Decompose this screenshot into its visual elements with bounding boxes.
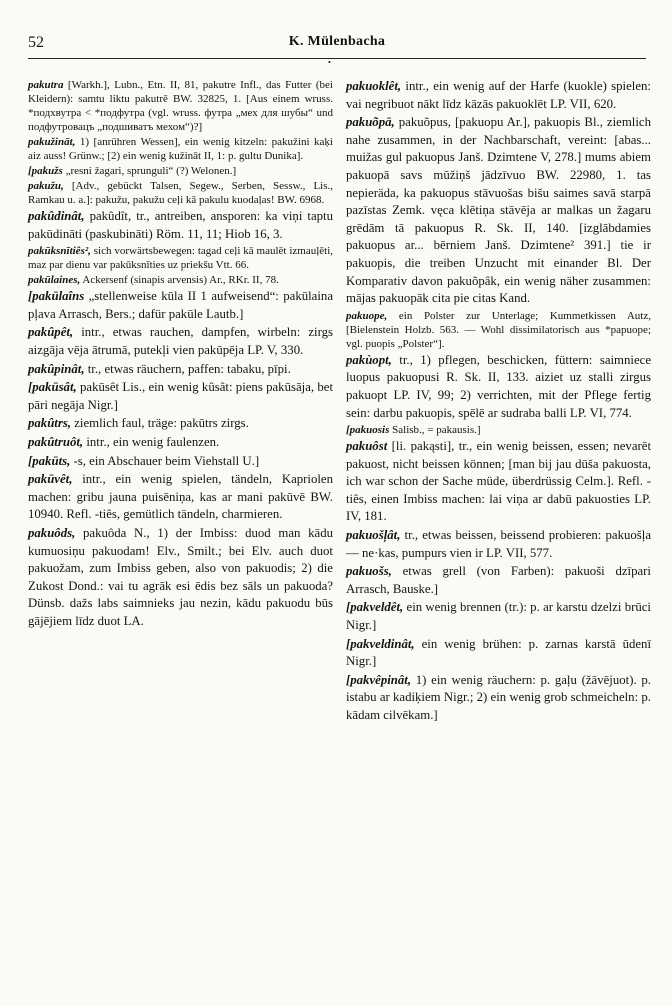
entry-headword: pakuope, xyxy=(346,309,388,322)
entry-definition: intr., ein wenig faulenzen. xyxy=(83,434,220,449)
entry-headword: [pakūlaîns xyxy=(28,289,85,304)
entry-headword: pakûtruôt, xyxy=(28,434,84,449)
dictionary-entry xyxy=(28,415,333,433)
entry-headword: pakuoklêt, xyxy=(346,79,402,93)
entry-headword: pakûpêt, xyxy=(28,325,74,340)
entry-headword: pakùopt, xyxy=(346,352,392,367)
entry-headword: pakužu, xyxy=(28,180,64,192)
page-number: 52 xyxy=(28,34,44,51)
dictionary-entry xyxy=(28,78,333,134)
entry-headword: [pakūts, xyxy=(28,453,71,468)
entry-headword: [pakveldêt, xyxy=(346,600,404,615)
entry-headword: [pakūsât, xyxy=(28,380,77,395)
entry-definition: intr., ein wenig spielen, tändeln, Kapriolen machen: gribu jauna puisēniņa, kas ar mani pakūvē BW. 10940. Refl. -tiês, gemütlich tändeln, charmieren. xyxy=(28,472,333,522)
dictionary-entry xyxy=(28,379,333,414)
entry-definition: [Warkh.], Lubn., Etn. II, 81, pakutre Infl., das Futter (bei Kleidern): samtu liktu pakutrē BW. 32825, 1. [Aus einem wruss. *подхвутра < *подфутра (vgl. wruss. футра „мех для шубы“ und подфутровацъ „подшиватъ мехом“)?] xyxy=(28,79,333,133)
dictionary-entry xyxy=(28,288,333,323)
entry-headword: pakūlaines, xyxy=(28,274,81,287)
entry-definition: -s, ein Abschauer beim Viehstall U.] xyxy=(70,453,260,468)
entry-definition: tr., etwas beissen, beissend probieren: pakuošļa — ne·kas, pumpurs vien ir LP. VII, 577. xyxy=(346,528,651,560)
entry-definition: Ackersenf (sinapis arvensis) Ar., RKr. II, 78. xyxy=(80,274,279,287)
entry-headword: pakuošļât, xyxy=(346,528,401,543)
dictionary-entry xyxy=(346,438,651,526)
dictionary-entry xyxy=(28,164,333,178)
dictionary-entry xyxy=(346,599,651,634)
dictionary-entry xyxy=(346,563,651,598)
dictionary-entry xyxy=(28,361,333,379)
entry-headword: pakutra xyxy=(28,79,64,91)
entry-headword: pakužināt, xyxy=(28,136,76,148)
dictionary-entry xyxy=(346,636,651,671)
entry-headword: [pakuosis xyxy=(346,424,390,437)
dictionary-entry xyxy=(346,352,651,422)
dictionary-entry xyxy=(28,244,333,272)
entry-headword: pakuõpā, xyxy=(346,115,395,130)
dictionary-entry xyxy=(28,525,333,631)
dictionary-entry xyxy=(28,324,333,359)
dictionary-entry xyxy=(346,672,651,725)
left-column xyxy=(28,78,333,631)
entry-headword: [pakužs xyxy=(28,165,63,177)
dictionary-entry xyxy=(28,453,333,471)
entry-definition: tr., etwas räuchern, paffen: tabaku, pīpi. xyxy=(84,361,291,376)
entry-definition: pakûdît, tr., antreiben, ansporen: ka viņi taptu pakūdināti (paskubināti) Röm. 11, 11; Hiob 16, 3. xyxy=(28,209,333,241)
entry-definition: [li. pakąsti], tr., ein wenig beissen, essen; nevarēt pakuost, nicht beissen können; [man bij jau dūša pakuosta, ich war schon der Sache müde, überdrüssig Celm.]. Refl. -tiês, einen Imbiss machen: lai viņa ar dabū pakuosties LP. IV, 181. xyxy=(346,439,651,524)
entry-definition: ein wenig brühen: p. zarnas karstā ūdenī Nigr.] xyxy=(346,636,651,669)
dictionary-entry xyxy=(346,78,651,113)
entry-headword: pakūvêt, xyxy=(28,472,73,487)
entry-definition: „stellenweise kūla II 1 aufweisend“: pakūlaina pļava Arrasch, Bers.; dafür pakūle Lautb.] xyxy=(28,289,333,321)
entry-definition: 1) [anrühren Wessen], ein wenig kitzeln: pakužini kaķi aiz auss! Grünw.; [2) ein wenig kužināt II, 1: p. gultu Dunika]. xyxy=(28,136,333,162)
entry-headword: pakuôds, xyxy=(28,525,76,540)
entry-definition: pakuôda N., 1) der Imbiss: duod man kādu kumuosiņu pakuodam! Elv., Smilt.; bei Elv. auch duot pakuožam, zum Imbiss geben, also von pakuodis; 2) die Zukost Dond.: vai tu agrāk esi ēdis bez sāls un pakuoda? Dünsb. dažs labs saimnieks jau nezin, kādu pakuodu būs gājējiem līdz duot LA. xyxy=(28,525,333,628)
entry-definition: pakūsêt Lis., ein wenig kûsât: piens pakūsāja, bet pāri negāja Nigr.] xyxy=(28,380,333,412)
entry-definition: ein Polster zur Unterlage; Kummetkissen Autz, [Bielenstein Holzb. 563. — Wohl dissimilatorisch aus *papuope; vgl. puopis „Polster“]. xyxy=(346,309,651,350)
header-mark: • xyxy=(328,58,331,67)
page-header xyxy=(28,30,646,67)
entry-definition: intr., etwas rauchen, dampfen, wirbeln: zirgs aizgāja vēja ātrumā, putekļi vien pakūpēja LP. V, 330. xyxy=(28,325,333,357)
entry-headword: pakûpinât, xyxy=(28,361,85,376)
dictionary-entry xyxy=(28,208,333,243)
entry-definition: intr., ein wenig auf der Harfe (kuokle) spielen: vai negribuot nākt līdz kāzās pakuoklēt LP. VII, 620. xyxy=(346,79,651,111)
dictionary-entry xyxy=(346,309,651,351)
entry-headword: pakûtrs, xyxy=(28,416,72,431)
dictionary-entry xyxy=(346,423,651,437)
dictionary-entry xyxy=(28,471,333,524)
entry-definition: Salisb., = pakausis.] xyxy=(389,424,481,437)
dictionary-entry xyxy=(28,434,333,452)
entry-definition: pakuõpus, [pakuopu Ar.], pakuopis Bl., ziemlich nahe zusammen, in der Nachbarschaft, vereint: [abas... muižas gul pakuopus Janš. Dzimtene V, 278.] mums abiem pakuopā savs mūžiņš jādzīvuo BW. 22980, 1. tas nepieräda, ka pakuopus stāvuošas bišu saimes savā starpā pazīstas Zemk. vęca klētiņa stāvēja ar malkas un žagaru grēdām tā pakuopus R. Sk. II, 140. [izglābdamies pakuopus ar... bērniem Janš. Dzimtene² 391.] tie ir pakuopis, die treiben Unzucht mit einander Bl. Der Komparativ davon pakuõpâk, ein wenig näher zusammen: mājas pakuopāk cita pie citas Kand. xyxy=(346,115,651,306)
dictionary-entry xyxy=(346,114,651,308)
right-column xyxy=(346,78,651,726)
dictionary-entry xyxy=(28,179,333,207)
entry-headword: [pakveldinât, xyxy=(346,636,415,651)
running-head: K. Mülenbacha xyxy=(288,34,386,49)
entry-definition: ein wenig brennen (tr.): p. ar karstu dzelzi brūci Nigr.] xyxy=(346,600,651,633)
dictionary-entry xyxy=(28,135,333,163)
entry-definition: etwas grell (von Farben): pakuoši dzīpari Arrasch, Bauske.] xyxy=(346,564,651,596)
entry-headword: pakuôst xyxy=(346,439,388,454)
entry-definition: tr., 1) pflegen, beschicken, füttern: saimniece luopus pakuopusi R. Sk. II, 133. aiziet uz stalli zirgus pakuopt LP. IV, 99; 2) verrichten, mit der Pflege fertig sein: darbu pakuopis, spēlē ar sudraba balli LP. VI, 774. xyxy=(346,352,651,420)
entry-definition: [Adv., gebückt Talsen, Segew., Serben, Sessw., Lis., Ramkau u. a.]: pakužu, pakužu ceļi kā pakulu kuodaļas! BW. 6968. xyxy=(28,180,333,206)
entry-headword: pakūksnītiês², xyxy=(28,245,91,258)
entry-definition: 1) ein wenig räuchern: p. gaļu (žāvējuot). p. istabu ar kadiķiem Nigr.; 2) ein wenig grob schmeicheln: p. kādam cilvēkam.] xyxy=(346,672,651,722)
entry-headword: [pakvêpinât, xyxy=(346,672,412,687)
entry-headword: pakuošs, xyxy=(346,564,392,579)
dictionary-entry xyxy=(346,527,651,562)
entry-headword: pakûdinât, xyxy=(28,209,85,223)
entry-definition: „resni žagari, sprunguli“ (?) Welonen.] xyxy=(62,165,237,177)
dictionary-entry xyxy=(28,273,333,287)
entry-definition: ziemlich faul, träge: pakūtrs zirgs. xyxy=(71,416,249,431)
entry-definition: sich vorwärtsbewegen: tagad ceļi kā maulēt izmauļēti, maz par dienu var pakūksnīties uz priekšu Vtt. 66. xyxy=(28,245,333,272)
